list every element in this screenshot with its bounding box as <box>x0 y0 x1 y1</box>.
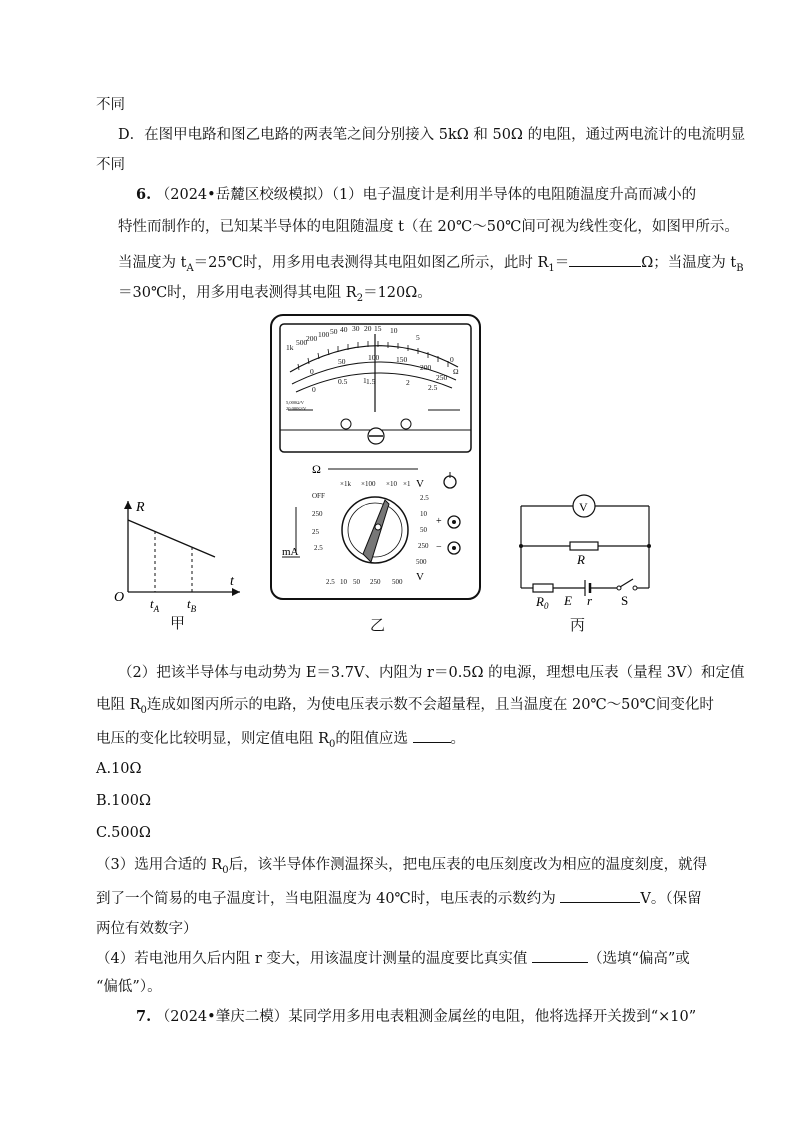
svg-text:250: 250 <box>436 373 448 382</box>
question-number: 6. <box>136 186 152 203</box>
svg-text:500: 500 <box>296 338 308 347</box>
svg-text:0.5: 0.5 <box>338 377 348 386</box>
question-7-header: 7. （2024•肇庆二模）某同学用多用电表粗测金属丝的电阻，他将选择开关拨到“×10” <box>136 1008 697 1025</box>
text-line: ＝30℃时，用多用电表测得其电阻 $R_2=120\Omega$。 <box>118 285 432 304</box>
svg-text:250: 250 <box>312 510 323 518</box>
svg-text:5: 5 <box>416 333 420 342</box>
svg-text:R: R <box>577 552 585 567</box>
svg-text:5,000Ω/V: 5,000Ω/V <box>286 400 304 405</box>
option-a: A.10Ω <box>96 761 142 777</box>
svg-text:250: 250 <box>370 578 381 586</box>
svg-text:0: 0 <box>312 385 316 394</box>
svg-text:S: S <box>621 593 629 608</box>
svg-text:−: − <box>436 542 442 553</box>
svg-text:E: E <box>564 593 572 608</box>
text-line: 不同 <box>96 97 125 113</box>
text-line: 电阻 $R_0$连成如图丙所示的电路，为使电压表示数不会超量程，且当温度在 20℃～50℃间变化时 <box>96 697 714 716</box>
svg-text:10: 10 <box>340 578 347 586</box>
svg-text:500: 500 <box>392 578 403 586</box>
svg-text:10: 10 <box>420 510 427 518</box>
svg-text:1k: 1k <box>286 343 294 352</box>
svg-text:V: V <box>416 571 424 583</box>
svg-text:R0: $R_0$ <box>536 594 549 611</box>
svg-text:mA: mA <box>282 546 299 558</box>
axis-t-label: t <box>230 574 234 589</box>
svg-text:50: 50 <box>420 526 427 534</box>
svg-text:250: 250 <box>418 542 429 550</box>
figure-bing-circuit <box>515 488 660 618</box>
answer-blank[interactable] <box>569 250 641 267</box>
svg-text:30: 30 <box>352 324 360 333</box>
caption-yi: 乙 <box>370 616 386 634</box>
svg-text:20,000Ω/V: 20,000Ω/V <box>286 406 307 411</box>
text-line: 到了一个简易的电子温度计，当电阻温度为 40℃时，电压表的示数约为 V。（保留 <box>96 886 730 910</box>
answer-blank[interactable] <box>560 886 640 903</box>
text-line: 不同 <box>96 157 125 173</box>
svg-text:Ω: Ω <box>453 367 459 376</box>
svg-text:200: 200 <box>306 334 318 343</box>
text-line: “偏低”）。 <box>96 979 162 995</box>
svg-text:25: 25 <box>312 528 319 536</box>
svg-text:2.5: 2.5 <box>420 494 429 502</box>
figure-jia-graph <box>110 495 245 620</box>
text-line: （4）若电池用久后内阻 r 变大，用该温度计测量的温度要比真实值 （选填“偏高”或 <box>96 946 730 970</box>
svg-text:2.5: 2.5 <box>428 383 438 392</box>
svg-text:40: 40 <box>340 325 348 334</box>
svg-text:2.5: 2.5 <box>314 544 323 552</box>
svg-text:1: 1 <box>363 376 367 385</box>
svg-text:50: 50 <box>338 357 346 366</box>
caption-jia: 甲 <box>170 614 186 632</box>
answer-blank[interactable] <box>532 946 588 963</box>
option-c: C.500Ω <box>96 825 151 841</box>
svg-text:200: 200 <box>420 363 432 372</box>
text-line: 电压的变化比较明显，则定值电阻 $R_0$的阻值应选 。 <box>96 726 730 756</box>
svg-text:tA: $t_A$ <box>150 596 160 614</box>
svg-text:50: 50 <box>330 327 338 336</box>
svg-text:2.5: 2.5 <box>326 578 335 586</box>
svg-text:V: V <box>416 478 424 490</box>
text-line: （3）选用合适的 $R_0$后，该半导体作测温探头，把电压表的电压刻度改为相应的温度刻度，就得 <box>96 857 708 876</box>
svg-text:1.5: 1.5 <box>366 377 376 386</box>
option-b: B.100Ω <box>96 793 151 809</box>
svg-text:r: r <box>587 593 593 608</box>
svg-text:2: 2 <box>406 378 410 387</box>
svg-text:+: + <box>436 516 442 527</box>
svg-text:×1k: ×1k <box>340 480 351 488</box>
question-source: （2024•岳麓区校级模拟）（1）电子温度计是利用半导体的电阻随温度升高而减小的 <box>155 187 697 203</box>
svg-text:V: V <box>579 500 588 514</box>
svg-text:0: 0 <box>310 367 314 376</box>
text-line: （2）把该半导体与电动势为 E＝3.7V、内阻为 r＝0.5Ω 的电源，理想电压表（量程 3V）和定值 <box>118 665 745 681</box>
svg-text:100: 100 <box>318 330 330 339</box>
svg-text:150: 150 <box>396 355 408 364</box>
svg-text:OFF: OFF <box>312 492 325 500</box>
svg-text:100: 100 <box>368 353 380 362</box>
caption-bing: 丙 <box>570 616 586 634</box>
question-number: 7. <box>136 1008 152 1025</box>
svg-text:Ω: Ω <box>312 462 321 476</box>
text-line: 两位有效数字） <box>96 921 198 937</box>
svg-text:×100: ×100 <box>361 480 376 488</box>
svg-text:500: 500 <box>416 558 427 566</box>
svg-text:tB: $t_B$ <box>187 596 197 614</box>
svg-text:10: 10 <box>390 326 398 335</box>
svg-text:×10: ×10 <box>386 480 397 488</box>
figure-yi-multimeter <box>268 312 483 602</box>
svg-text:0: 0 <box>450 355 454 364</box>
svg-text:15: 15 <box>374 324 382 333</box>
text-line: 特性而制作的，已知某半导体的电阻随温度 t（在 20℃～50℃间可视为线性变化，如图甲所示。 <box>118 219 739 235</box>
svg-text:50: 50 <box>353 578 360 586</box>
axis-r-label: R <box>136 500 145 515</box>
svg-text:×1: ×1 <box>403 480 411 488</box>
answer-blank[interactable] <box>413 726 451 743</box>
option-d: D．在图甲电路和图乙电路的两表笔之间分别接入 5kΩ 和 50Ω 的电阻，通过两电流计的电流明显 <box>118 127 746 143</box>
text-line: 当温度为 $t_A=25℃$时，用多用电表测得其电阻如图乙所示，此时 $R_1= \Omega$；当温度为 $t_B$ <box>118 250 730 280</box>
svg-text:20: 20 <box>364 324 372 333</box>
question-6-header <box>136 184 730 206</box>
origin-label: O <box>114 590 125 605</box>
